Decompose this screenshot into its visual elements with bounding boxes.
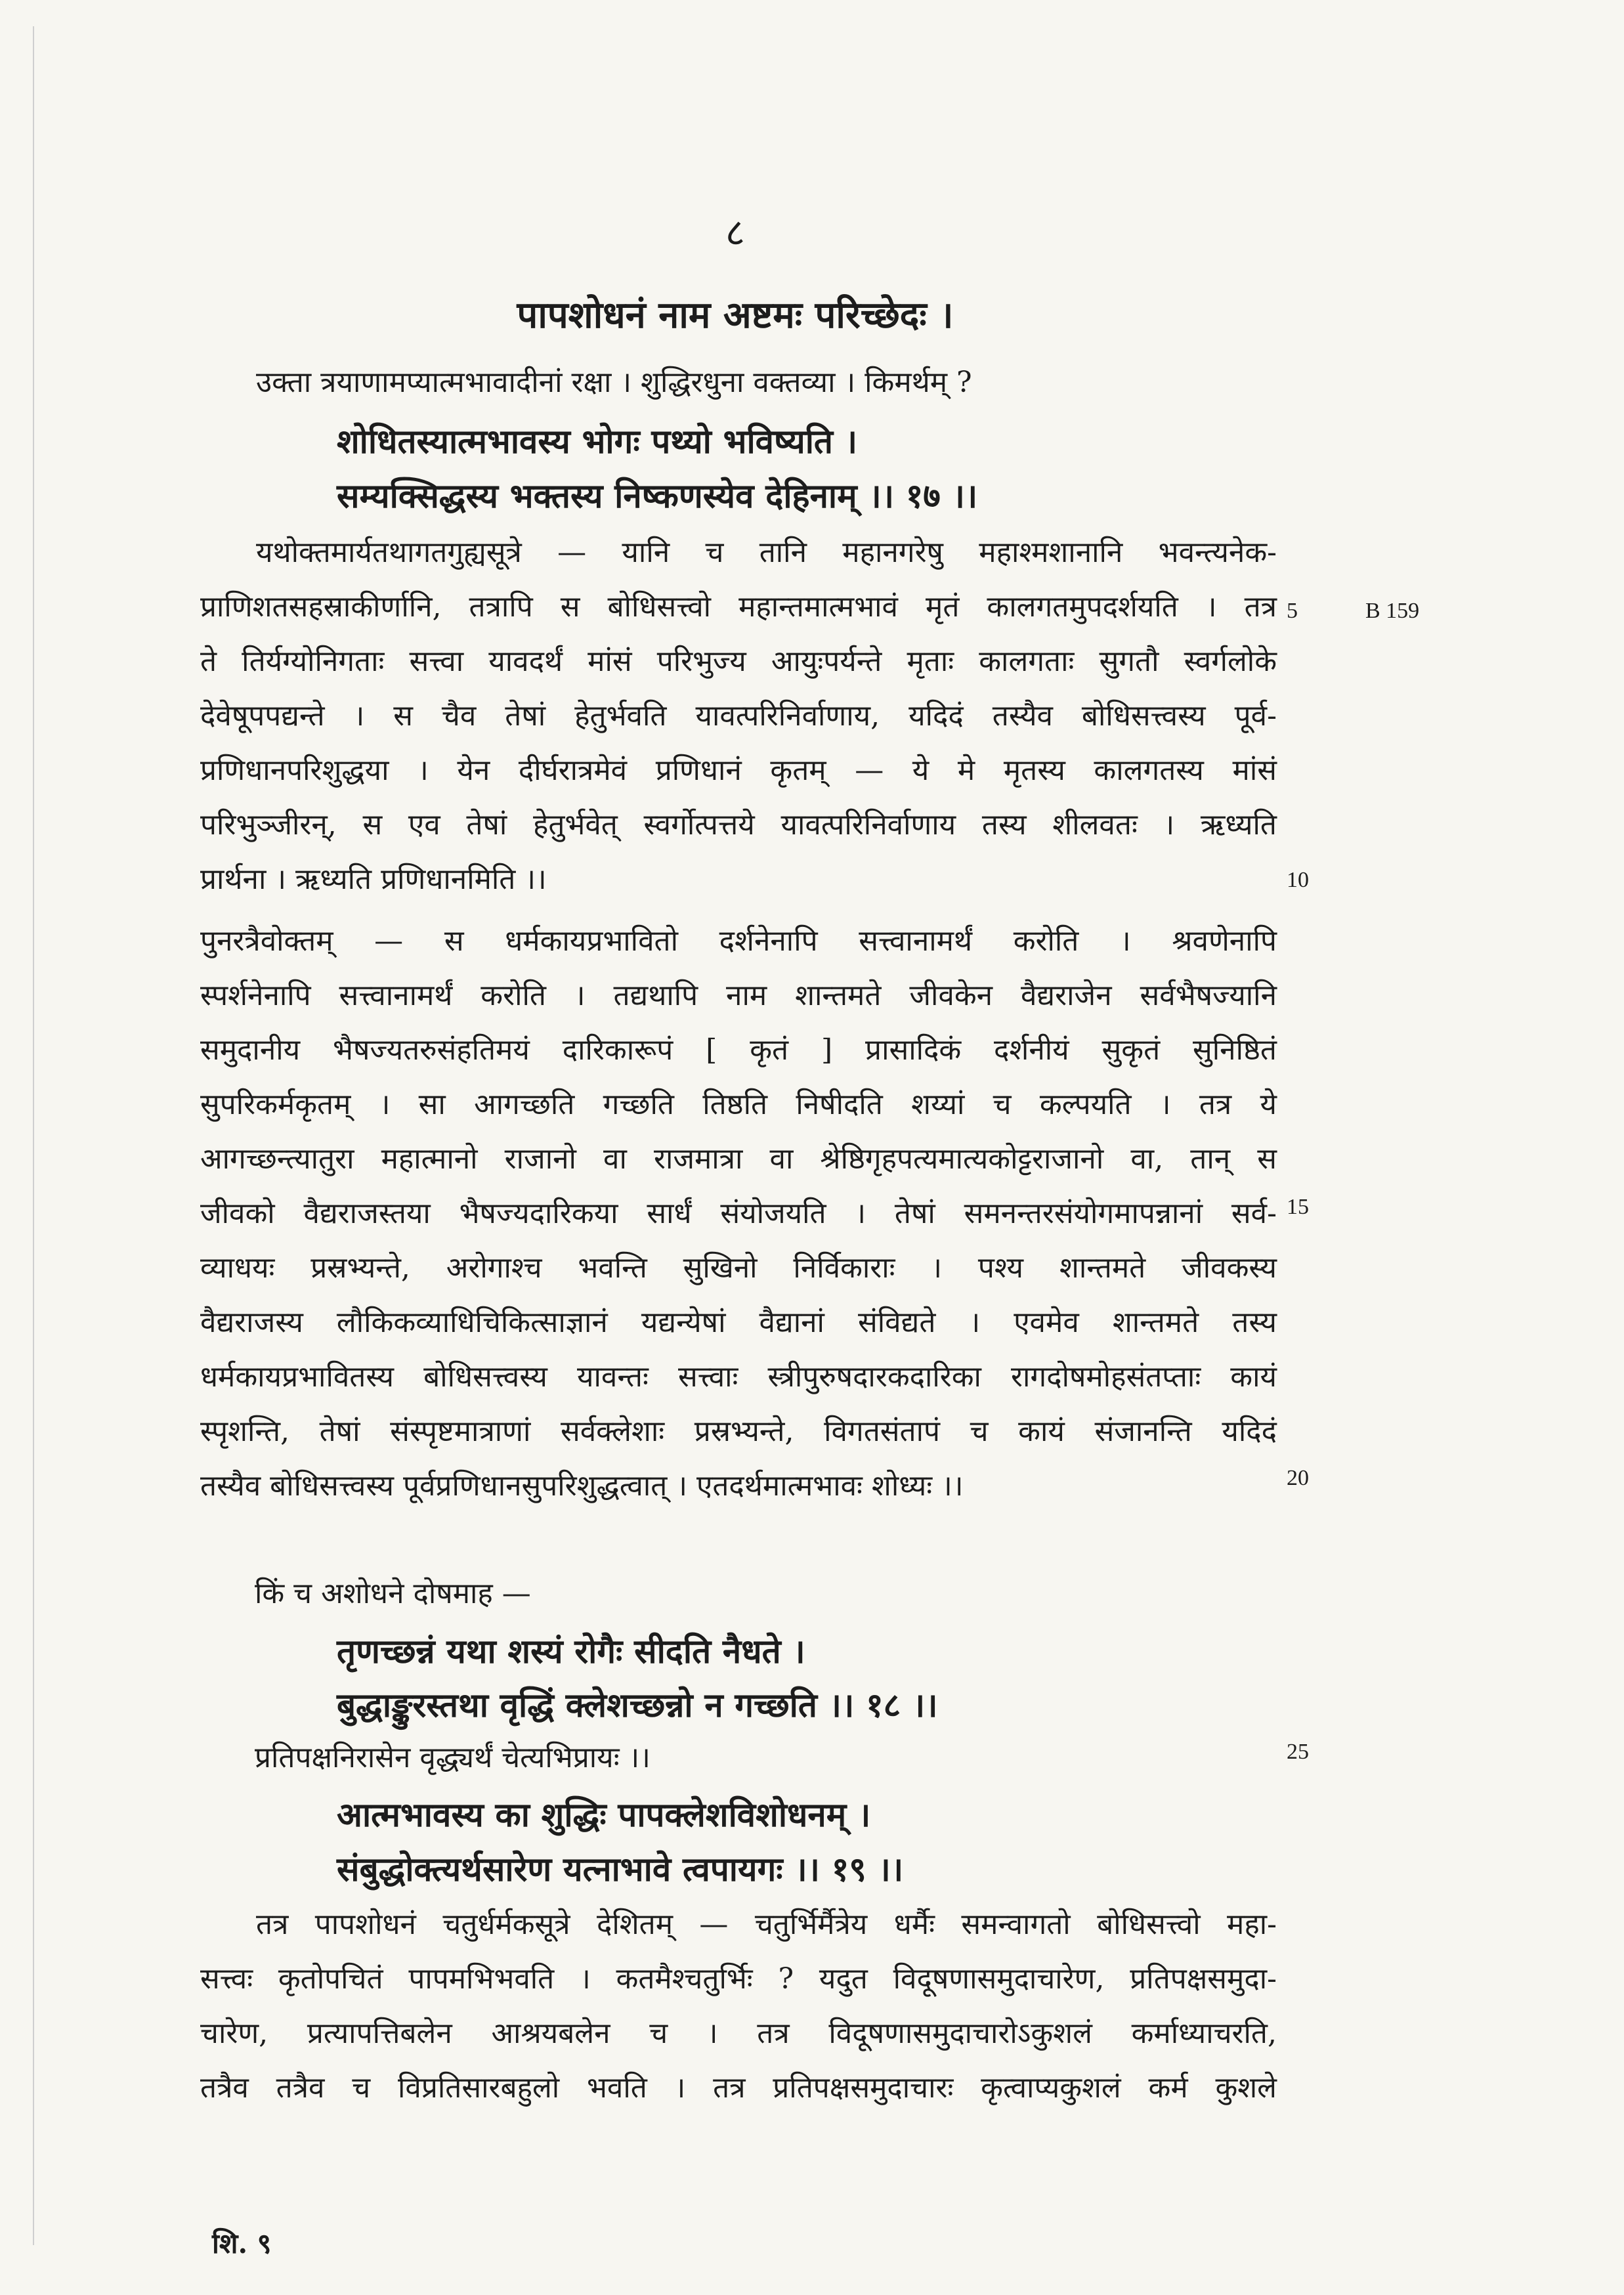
line-number-25: 25 xyxy=(1287,1740,1309,1764)
verse-17-line-2: सम्यक्सिद्धस्य भक्तस्य निष्कणस्येव देहिनाम् ।। १७ ।। xyxy=(337,477,978,516)
prose-line: आगच्छन्त्यातुरा महात्मानो राजानो वा राजमात्रा वा श्रेष्ठिगृहपत्यमात्यकोट्टराजानो वा, तान् स xyxy=(200,1142,1277,1176)
intro-verse-18: किं च अशोधने दोषमाह — xyxy=(255,1577,531,1610)
prose-line: सुपरिकर्मकृतम् । सा आगच्छति गच्छति तिष्ठति निषीदति शय्यां च कल्पयति । तत्र ये xyxy=(200,1088,1277,1121)
prose-line: चारेण, प्रत्यापत्तिबलेन आश्रयबलेन च । तत्र विदूषणासमुदाचारोऽकुशलं कर्माध्याचरति, xyxy=(200,2017,1277,2050)
prose-line: स्पर्शनेनापि सत्त्वानामर्थं करोति । तद्यथापि नाम शान्तमते जीवकेन वैद्यराजेन सर्वभैषज्यानि xyxy=(200,979,1277,1012)
line-number-15: 15 xyxy=(1287,1195,1309,1219)
prose-line: जीवको वैद्यराजस्तया भैषज्यदारिकया सार्धं संयोजयति । तेषां समनन्तरसंयोगमापन्नानां सर्व- xyxy=(200,1197,1277,1230)
verse-19-line-2: संबुद्धोक्त्यर्थसारेण यत्नाभावे त्वपायगः ।। १९ ।। xyxy=(337,1850,904,1889)
prose-line: समुदानीय भैषज्यतरुसंहतिमयं दारिकारूपं [ कृतं ] प्रासादिकं दर्शनीयं सुकृतं सुनिष्ठितं xyxy=(200,1033,1277,1067)
prose-line: पुनरत्रैवोक्तम् — स धर्मकायप्रभावितो दर्शनेनापि सत्त्वानामर्थं करोति । श्रवणेनापि xyxy=(200,924,1277,958)
prose-line: परिभुञ्जीरन्, स एव तेषां हेतुर्भवेत् स्वर्गोत्पत्तये यावत्परिनिर्वाणाय तस्य शीलवतः । ऋध्यति xyxy=(200,808,1277,842)
signature-mark: शि. ९ xyxy=(212,2227,272,2260)
verse-18-line-1: तृणच्छन्नं यथा शस्यं रोगैः सीदति नैधते । xyxy=(337,1632,805,1671)
paragraph-2 xyxy=(200,914,1277,1513)
prose-line: देवेषूपपद्यन्ते । स चैव तेषां हेतुर्भवति यावत्परिनिर्वाणाय, यदिदं तस्यैव बोधिसत्त्वस्य पूर्व- xyxy=(200,699,1277,733)
prose-line: प्रार्थना । ऋध्यति प्रणिधानमिति ।। xyxy=(200,863,547,896)
prose-line: व्याधयः प्रस्रभ्यन्ते, अरोगाश्च भवन्ति सुखिनो निर्विकाराः । पश्य शान्तमते जीवकस्य xyxy=(200,1251,1277,1285)
prose-line: तस्यैव बोधिसत्त्वस्य पूर्वप्रणिधानसुपरिशुद्धत्वात् । एतदर्थमात्मभावः शोध्यः ।। xyxy=(200,1469,964,1503)
verse-18-line-2: बुद्धाङ्कुरस्तथा वृद्धिं क्लेशच्छन्नो न गच्छति ।। १८ ।। xyxy=(337,1686,938,1725)
prose-line: तत्रैव तत्रैव च विप्रतिसारबहुलो भवति । तत्र प्रतिपक्षसमुदाचारः कृत्वाप्यकुशलं कर्म कुशले xyxy=(200,2071,1277,2105)
prose-line: धर्मकायप्रभावितस्य बोधिसत्त्वस्य यावन्तः सत्त्वाः स्त्रीपुरुषदारकदारिका रागदोषमोहसंतप्ताः कायं xyxy=(200,1360,1277,1394)
prose-line: सत्त्वः कृतोपचितं पापमभिभवति । कतमैश्चतुर्भिः ? यदुत विदूषणासमुदाचारेण, प्रतिपक्षसमुदा- xyxy=(200,1962,1277,1996)
line-number-10: 10 xyxy=(1287,868,1309,892)
line-number-5: 5 xyxy=(1287,599,1298,623)
intro-line: उक्ता त्रयाणामप्यात्मभावादीनां रक्षा । शुद्धिरधुना वक्तव्या । किमर्थम् ? xyxy=(256,366,972,399)
prose-line: वैद्यराजस्य लौकिकव्याधिचिकित्साज्ञानं यद्यन्येषां वैद्यानां संविद्यते । एवमेव शान्तमते तस्य xyxy=(200,1306,1277,1339)
left-scan-line xyxy=(33,26,34,2245)
margin-reference: B 159 xyxy=(1365,599,1420,623)
line-number-20: 20 xyxy=(1287,1466,1309,1490)
prose-line: प्राणिशतसहस्राकीर्णानि, तत्रापि स बोधिसत्त्वो महान्तमात्मभावं मृतं कालगतमुपदर्शयति । तत्र xyxy=(200,590,1277,624)
verse-17-line-1: शोधितस्यात्मभावस्य भोगः पथ्यो भविष्यति । xyxy=(337,422,858,461)
paragraph-3 xyxy=(200,1897,1277,2115)
prose-line: स्पृशन्ति, तेषां संस्पृष्टमात्राणां सर्वक्लेशाः प्रस्रभ्यन्ते, विगतसंतापं च कायं संजानन्ति यदिदं xyxy=(200,1415,1277,1448)
after-verse-18: प्रतिपक्षनिरासेन वृद्ध्यर्थं चेत्यभिप्रायः ।। xyxy=(255,1741,651,1774)
chapter-title: पापशोधनं नाम अष्टमः परिच्छेदः । xyxy=(517,293,954,337)
prose-line: तत्र पापशोधनं चतुर्धर्मकसूत्रे देशितम् — चतुर्भिर्मैत्रेय धर्मैः समन्वागतो बोधिसत्त्वो महा- xyxy=(256,1908,1277,1941)
prose-line: ते तिर्यग्योनिगताः सत्त्वा यावदर्थं मांसं परिभुज्य आयुःपर्यन्ते मृताः कालगताः सुगतौ स्वर्गलोके xyxy=(200,645,1277,678)
paragraph-1 xyxy=(200,525,1277,907)
page-number: ८ xyxy=(725,210,746,255)
prose-line: प्रणिधानपरिशुद्धया । येन दीर्घरात्रमेवं प्रणिधानं कृतम् — ये मे मृतस्य कालगतस्य मांसं xyxy=(200,754,1277,787)
prose-line: यथोक्तमार्यतथागतगुह्यसूत्रे — यानि च तानि महानगरेषु महाश्मशानानि भवन्त्यनेक- xyxy=(256,536,1277,569)
verse-19-line-1: आत्मभावस्य का शुद्धिः पापक्लेशविशोधनम् । xyxy=(337,1795,871,1835)
